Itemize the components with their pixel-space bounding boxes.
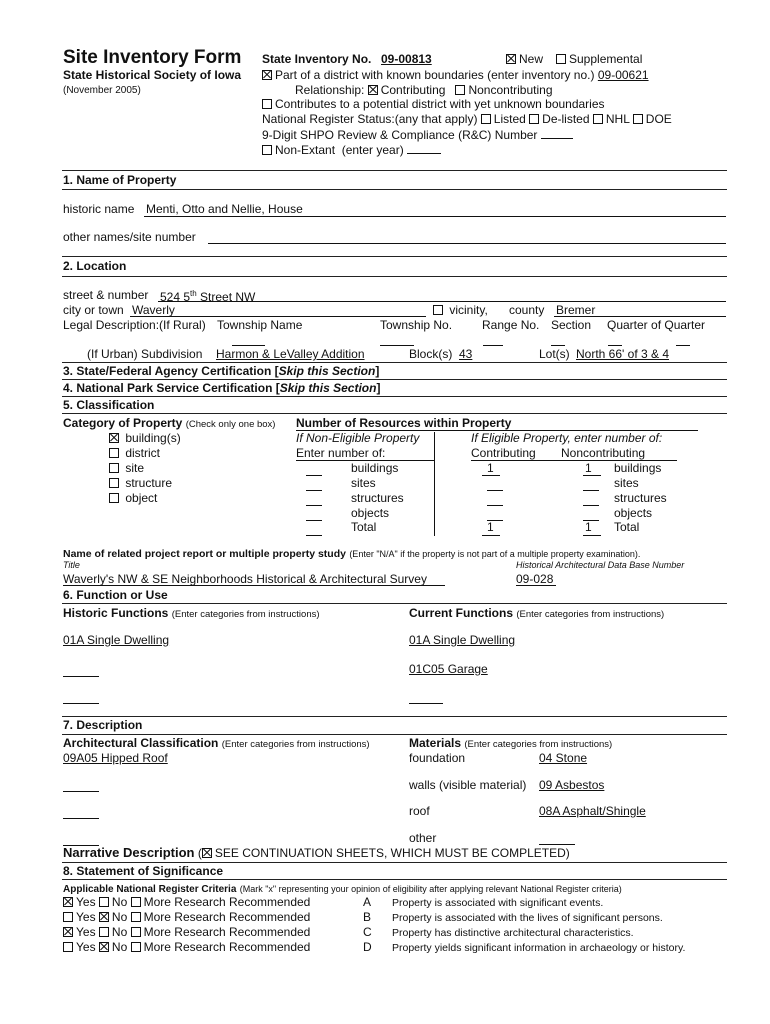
street-label: street & number (63, 288, 149, 302)
ne-structures-field[interactable] (306, 505, 322, 506)
noncontrib-total-value: 1 (585, 520, 592, 534)
block-label: Block(s) (409, 347, 453, 361)
section-4-heading: 4. National Park Service Certification [Skip this Section] (63, 381, 381, 395)
supplemental-option[interactable]: Supplemental (556, 53, 642, 67)
township-name-field[interactable] (232, 345, 265, 346)
district-category-checkbox[interactable] (109, 448, 119, 458)
column-divider (434, 432, 435, 536)
row-total-right: Total (614, 520, 640, 534)
divider (62, 396, 727, 397)
delisted-checkbox[interactable] (529, 114, 539, 124)
criteria-row: Yes No More Research Recommended (63, 911, 310, 925)
related-title-label: Title (63, 560, 80, 570)
divider (62, 362, 727, 363)
vicinity-option: vicinity, (433, 304, 488, 318)
new-option[interactable]: New (506, 53, 543, 67)
township-name-label: Township Name (217, 318, 303, 332)
potential-district-checkbox[interactable] (262, 99, 272, 109)
noncontrib-total-field[interactable] (583, 535, 601, 536)
noncontributing-column-label: Noncontributing (561, 446, 646, 460)
walls-value[interactable]: 09 Asbestos (539, 778, 605, 792)
criteria-letter: A (363, 895, 372, 909)
section-label: Section (551, 318, 592, 332)
section-5-heading: 5. Classification (63, 398, 155, 412)
historic-functions-heading: Historic Functions (Enter categories from instructions) (63, 606, 320, 620)
row-sites: sites (351, 476, 376, 490)
contrib-sites-field[interactable] (487, 490, 503, 491)
criteria-no-checkbox[interactable] (99, 897, 109, 907)
lot-label: Lot(s) (539, 347, 570, 361)
category-heading: Category of Property (Check only one box) (63, 416, 276, 430)
ne-buildings-field[interactable] (306, 475, 322, 476)
criteria-letter: B (363, 910, 372, 924)
divider (62, 189, 727, 190)
foundation-label: foundation (409, 751, 466, 765)
historic-function-3[interactable] (63, 703, 99, 704)
divider (62, 256, 727, 257)
historic-function-1[interactable]: 01A Single Dwelling (63, 633, 170, 647)
divider (62, 603, 727, 604)
form-title: Site Inventory Form (63, 47, 242, 68)
historic-name-label: historic name (63, 202, 135, 216)
database-value: 09-028 (516, 572, 554, 586)
foundation-value[interactable]: 04 Stone (539, 751, 588, 765)
current-function-1[interactable]: 01A Single Dwelling (409, 633, 516, 647)
contributing-column-label: Contributing (471, 446, 536, 460)
nhl-checkbox[interactable] (593, 114, 603, 124)
range-no-label: Range No. (482, 318, 540, 332)
contrib-total-field[interactable] (482, 535, 500, 536)
supplemental-checkbox[interactable] (556, 54, 566, 64)
row-total: Total (351, 520, 377, 534)
contrib-total-value: 1 (487, 520, 494, 534)
row-structures: structures (351, 491, 404, 505)
current-function-3[interactable] (409, 703, 443, 704)
criteria-row: Yes No More Research Recommended (63, 926, 310, 940)
district-number[interactable]: 09-00621 (597, 68, 649, 82)
contrib-buildings-value: 1 (487, 461, 494, 475)
street-value: 524 5th Street NW (160, 289, 256, 304)
quarter-label: Quarter of Quarter (607, 318, 706, 332)
lot-value[interactable]: North 66' of 3 & 4 (576, 347, 670, 361)
ne-total-field[interactable] (306, 535, 322, 536)
criteria-description: Property is associated with the lives of significant persons. (392, 912, 663, 924)
criteria-yes-checkbox[interactable] (63, 942, 73, 952)
row-buildings-right: buildings (614, 461, 662, 475)
other-material-label: other (409, 831, 437, 845)
county-label: county (509, 303, 545, 317)
other-names-label: other names/site number (63, 230, 196, 244)
nonextant-row: Non-Extant (enter year) (262, 143, 441, 158)
criteria-description: Property yields significant information in archaeology or history. (392, 942, 686, 954)
current-functions-heading: Current Functions (Enter categories from instructions) (409, 606, 665, 620)
potential-district-row: Contributes to a potential district with yet unknown boundaries (262, 98, 605, 112)
divider (62, 413, 727, 414)
new-checkbox[interactable] (506, 54, 516, 64)
criteria-description: Property is associated with significant events. (392, 897, 604, 909)
criteria-letter: D (363, 940, 372, 954)
noncontrib-sites-field[interactable] (583, 490, 599, 491)
criteria-yes-checkbox[interactable] (63, 912, 73, 922)
site-checkbox[interactable] (109, 463, 119, 473)
row-structures-right: structures (614, 491, 667, 505)
city-label: city or town (63, 303, 124, 317)
roof-value[interactable]: 08A Asphalt/Shingle (539, 804, 646, 818)
resources-heading: Number of Resources within Property (296, 416, 512, 430)
ne-objects-field[interactable] (306, 520, 322, 521)
criteria-row: Yes No More Research Recommended (63, 941, 310, 955)
shpo-row: 9-Digit SHPO Review & Compliance (R&C) Number (262, 128, 573, 143)
related-title-value: Waverly's NW & SE Neighborhoods Historical & Architectural Survey (63, 572, 427, 586)
listed-checkbox[interactable] (481, 114, 491, 124)
section-3-heading: 3. State/Federal Agency Certification [Skip this Section] (63, 364, 380, 378)
divider (62, 734, 727, 735)
section-field[interactable] (551, 345, 565, 346)
narrative-row: Narrative Description ( SEE CONTINUATION SHEETS, WHICH MUST BE COMPLETED) (63, 845, 570, 860)
ne-sites-field[interactable] (306, 490, 322, 491)
contributing-checkbox[interactable] (368, 85, 378, 95)
shpo-field[interactable] (541, 128, 573, 139)
range-no-field[interactable] (483, 345, 503, 346)
divider (62, 862, 727, 863)
district-checkbox[interactable] (262, 70, 272, 80)
historic-function-2[interactable] (63, 676, 99, 677)
walls-label: walls (visible material) (409, 778, 527, 792)
row-sites-right: sites (614, 476, 639, 490)
eligible-label: If Eligible Property, enter number of: (471, 431, 663, 445)
vicinity-checkbox[interactable] (433, 305, 443, 315)
divider (62, 276, 727, 277)
noncontributing-checkbox[interactable] (455, 85, 465, 95)
criteria-more-research-checkbox[interactable] (131, 912, 141, 922)
criteria-heading: Applicable National Register Criteria (Mark "x" representing your opinion of eligibility after applying relevant National Register criteria) (63, 884, 622, 895)
section-1-heading: 1. Name of Property (63, 173, 177, 187)
structure-checkbox[interactable] (109, 478, 119, 488)
materials-heading: Materials (Enter categories from instructions) (409, 736, 613, 750)
criteria-no-checkbox[interactable] (99, 927, 109, 937)
arch-classification-1[interactable]: 09A05 Hipped Roof (63, 751, 168, 765)
arch-classification-3[interactable] (63, 818, 99, 819)
quarter-field[interactable] (608, 345, 622, 346)
nonextant-checkbox[interactable] (262, 145, 272, 155)
legal-description-label: Legal Description:(If Rural) (63, 318, 206, 332)
criteria-more-research-checkbox[interactable] (131, 927, 141, 937)
other-names-field[interactable] (208, 243, 726, 244)
row-buildings: buildings (351, 461, 399, 475)
township-no-field[interactable] (380, 345, 414, 346)
subdivision-value[interactable]: Harmon & LeValley Addition (216, 347, 365, 361)
contrib-structures-field[interactable] (487, 505, 503, 506)
district-row: Part of a district with known boundaries (enter inventory no.) 09-00621 (262, 69, 649, 83)
database-label: Historical Architectural Data Base Number (516, 560, 685, 570)
arch-classification-heading: Architectural Classification (Enter categories from instructions) (63, 736, 370, 750)
arch-classification-2[interactable] (63, 791, 99, 792)
related-study-label: Name of related project report or multiple property study (Enter "N/A" if the property is not part of a multiple property examination). (63, 548, 641, 560)
section-2-heading: 2. Location (63, 259, 127, 273)
nr-status-row: National Register Status:(any that apply) Listed De-listed NHL DOE (262, 112, 672, 126)
building-checkbox[interactable] (109, 433, 119, 443)
criteria-yes-checkbox[interactable] (63, 897, 73, 907)
divider (62, 879, 727, 880)
criteria-no-checkbox[interactable] (99, 912, 109, 922)
current-function-2[interactable]: 01C05 Garage (409, 662, 488, 676)
category-object[interactable]: object (109, 492, 157, 506)
divider (62, 379, 727, 380)
non-eligible-label: If Non-Eligible Property (296, 431, 420, 445)
divider (62, 716, 727, 717)
criteria-yes-checkbox[interactable] (63, 927, 73, 937)
divider (62, 170, 727, 171)
criteria-letter: C (363, 925, 372, 939)
section-6-heading: 6. Function or Use (63, 588, 168, 602)
narrative-checkbox[interactable] (202, 848, 212, 858)
noncontrib-buildings-value: 1 (585, 461, 592, 475)
section-7-heading: 7. Description (63, 718, 143, 732)
relationship-row: Relationship: Contributing Noncontributing (295, 83, 553, 97)
other-material-field[interactable] (539, 844, 575, 845)
doe-checkbox[interactable] (633, 114, 643, 124)
roof-label: roof (409, 804, 430, 818)
category-district[interactable]: district (109, 447, 160, 461)
block-value[interactable]: 43 (459, 347, 473, 361)
criteria-row: Yes No More Research Recommended (63, 896, 310, 910)
criteria-more-research-checkbox[interactable] (131, 942, 141, 952)
category-structure[interactable]: structure (109, 477, 172, 491)
form-date: (November 2005) (63, 85, 141, 96)
section-8-heading: 8. Statement of Significance (63, 864, 224, 878)
inventory-number[interactable]: 09-00813 (381, 52, 432, 66)
historic-name-value: Menti, Otto and Nellie, House (146, 202, 303, 216)
category-site[interactable]: site (109, 462, 144, 476)
nonextant-year-field[interactable] (407, 143, 441, 154)
object-checkbox[interactable] (109, 493, 119, 503)
criteria-no-checkbox[interactable] (99, 942, 109, 952)
urban-label: (If Urban) Subdivision (87, 347, 203, 361)
city-value: Waverly (132, 303, 175, 317)
county-value: Bremer (556, 303, 596, 317)
form-org: State Historical Society of Iowa (63, 68, 242, 82)
criteria-more-research-checkbox[interactable] (131, 897, 141, 907)
noncontrib-structures-field[interactable] (583, 505, 599, 506)
inventory-label: State Inventory No. (262, 52, 372, 66)
category-building[interactable]: building(s) (109, 432, 181, 446)
of-quarter-field[interactable] (676, 345, 690, 346)
township-no-label: Township No. (380, 318, 453, 332)
enter-number-label: Enter number of: (296, 446, 386, 460)
criteria-description: Property has distinctive architectural characteristics. (392, 927, 634, 939)
row-objects-right: objects (614, 506, 653, 520)
row-objects: objects (351, 506, 390, 520)
